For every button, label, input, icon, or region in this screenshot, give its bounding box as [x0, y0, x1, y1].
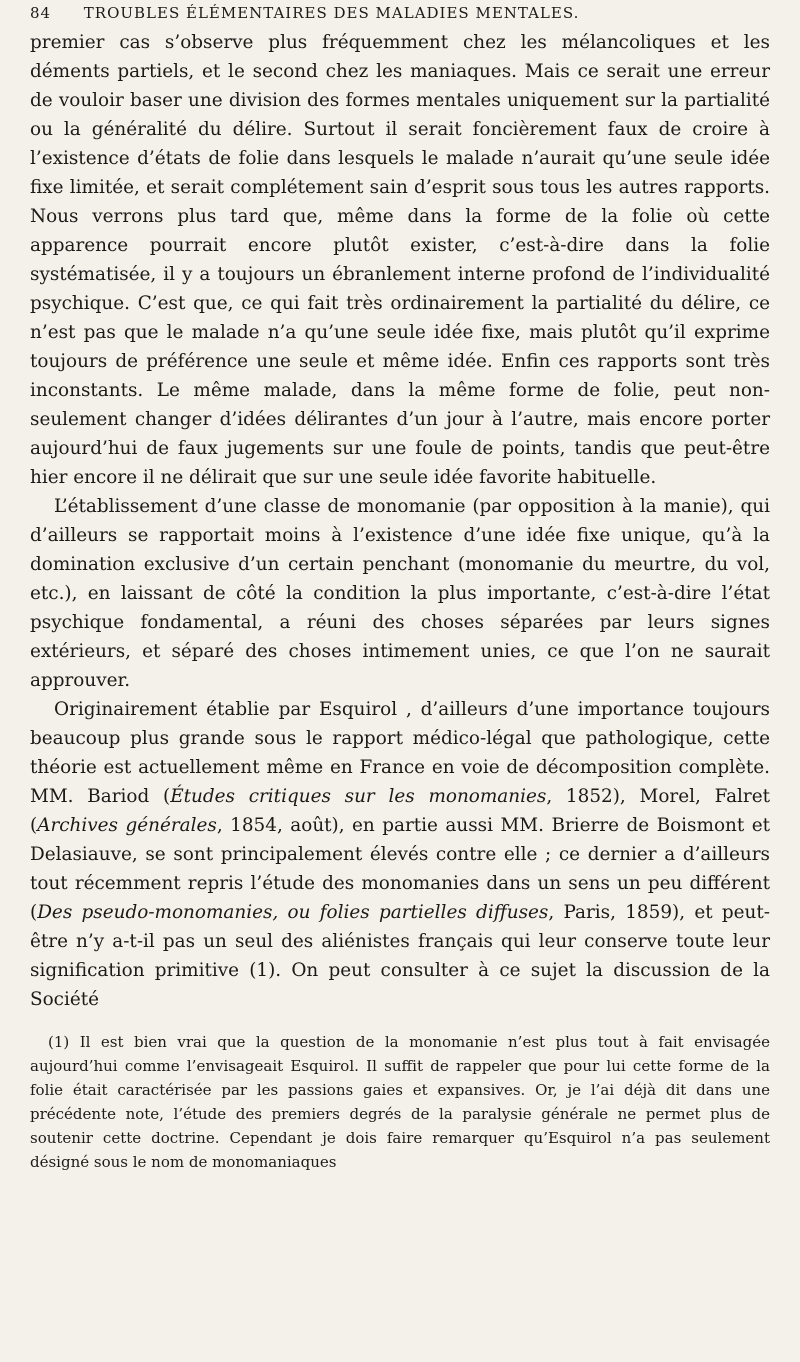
- text-run: L’établissement d’une classe de monomanie (par opposition à la manie), qui d’ailleurs se rapportait moins à l’existence d’une idée fixe unique, qu’à la domination exclusive d’un certain penchant (monomanie du meurtre, du vol, etc.), en laissant de côté la condition la plus importante, c’est-à-dire l’état psychique fondamental, a réuni des choses séparées par leurs signes extérieurs, et séparé des choses intimement unies, ce que l’on ne saurait approuver.: [30, 496, 770, 691]
- running-title: TROUBLES ÉLÉMENTAIRES DES MALADIES MENTALES.: [83, 4, 580, 22]
- paragraph-p1: [30, 28, 770, 492]
- page-number: 84: [30, 4, 52, 22]
- footnote-1: [30, 1030, 770, 1174]
- text-run: , 1852), Morel, Falret (: [30, 786, 770, 836]
- main-text: [30, 28, 770, 1014]
- text-run: Originairement établie par Esquirol , d’ailleurs d’une importance toujours beaucoup plus grande sous le rapport médico-légal que pathologique, cette théorie est actuellement même en France en voie de décomposition complète. MM. Bariod (: [30, 699, 770, 807]
- text-run: (1) Il est bien vrai que la question de la monomanie n’est plus tout à fait envisagée aujourd’hui comme l’envisageait Esquirol. Il suffit de rappeler que pour lui cette forme de la folie était caractérisée par les passions gaies et expansives. Or, je l’ai déjà dit dans une précédente note, l’étude des premiers degrés de la paralysie générale ne permet plus de soutenir cette doctrine. Cependant je dois faire remarquer qu’Esquirol n’a pas seulement désigné sous le nom de monomaniaques: [30, 1033, 770, 1171]
- italic-title: Études critiques sur les monomanies: [170, 786, 547, 807]
- running-header: [30, 4, 770, 28]
- footnotes: [30, 1030, 770, 1174]
- text-run: , 1854, août), en partie aussi MM. Brierre de Boismont et Delasiauve, se sont principalement élevés contre elle ; ce dernier a d’ailleurs tout récemment repris l’étude des monomanies dans un sens un peu différent (: [30, 815, 770, 923]
- italic-title: Archives générales: [37, 815, 217, 836]
- text-run: , Paris, 1859), et peut-être n’y a-t-il pas un seul des aliénistes français qui leur conserve toute leur signification primitive (1). On peut consulter à ce sujet la discussion de la Société: [30, 902, 771, 1010]
- italic-title: Des pseudo-monomanies, ou folies partielles diffuses: [37, 902, 549, 923]
- paragraph-p2: [30, 492, 770, 695]
- text-run: premier cas s’observe plus fréquemment chez les mélancoliques et les déments partiels, et le second chez les maniaques. Mais ce serait une erreur de vouloir baser une division des formes mentales uniquement sur la partialité ou la généralité du délire. Surtout il serait foncièrement faux de croire à l’existence d’états de folie dans lesquels le malade n’aurait qu’une seule idée fixe limitée, et serait complétement sain d’esprit sous tous les autres rapports. Nous verrons plus tard que, même dans la forme de la folie où cette apparence pourrait encore plutôt exister, c’est-à-dire dans la folie systématisée, il y a toujours un ébranlement interne profond de l’individualité psychique. C’est que, ce qui fait très ordinairement la partialité du délire, ce n’est pas que le malade n’a qu’une seule idée fixe, mais plutôt qu’il exprime toujours de préférence une seule et même idée. Enfin ces rapports sont très inconstants. Le même malade, dans la même forme de folie, peut non-seulement changer d’idées délirantes d’un jour à l’autre, mais encore porter aujourd’hui de faux jugements sur une foule de points, tandis que peut-être hier encore il ne délirait que sur une seule idée favorite habituelle.: [30, 32, 770, 488]
- paragraph-p3: [30, 695, 770, 1014]
